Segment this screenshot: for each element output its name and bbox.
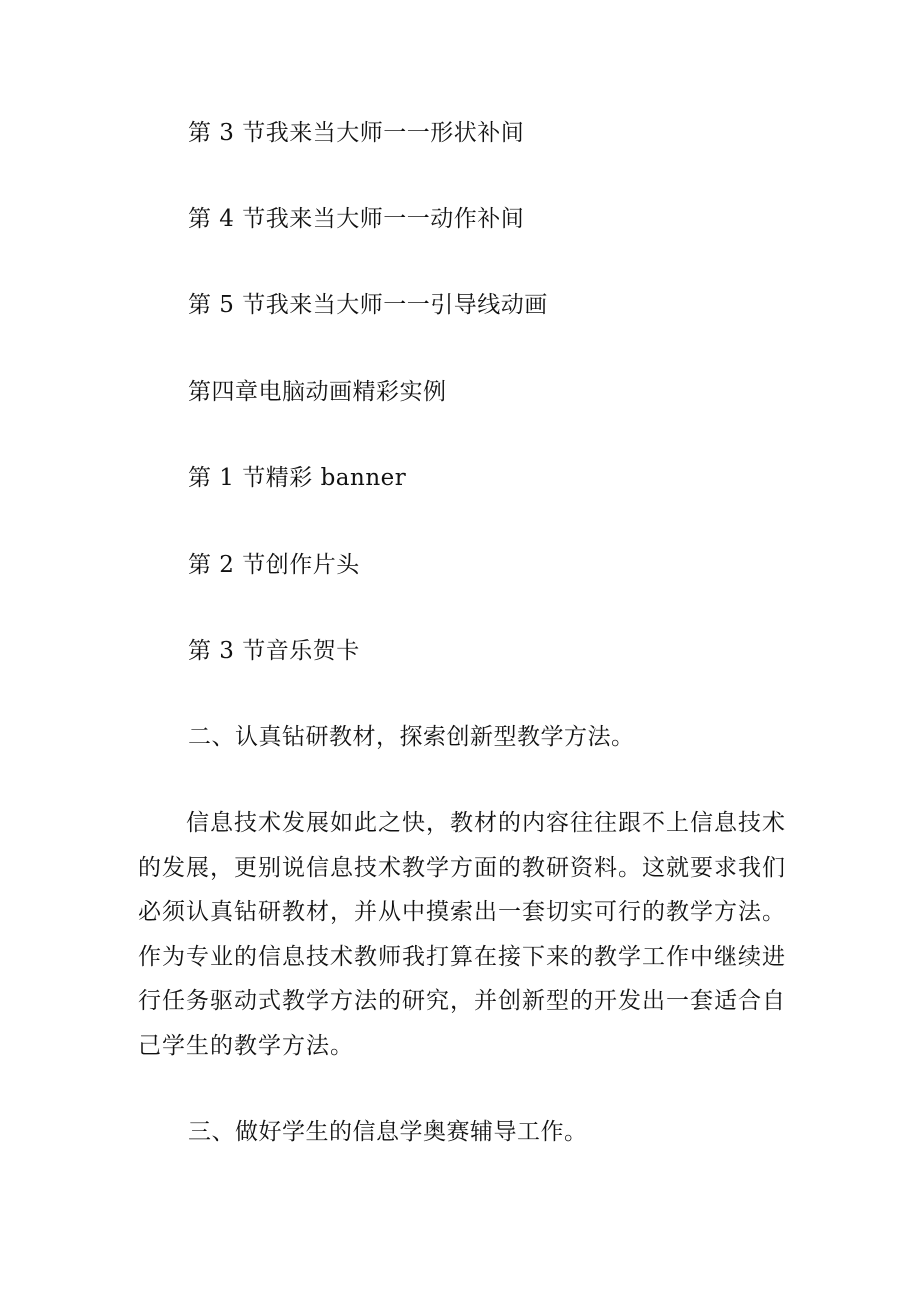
outline-line: 第 3 节我来当大师一一形状补间 — [188, 120, 525, 146]
outline-line: 第 2 节创作片头 — [188, 552, 360, 578]
section-heading: 二、认真钻研教材，探索创新型教学方法。 — [188, 724, 635, 750]
section-heading: 三、做好学生的信息学奥赛辅导工作。 — [188, 1119, 588, 1145]
outline-line: 第 1 节精彩 banner — [188, 465, 407, 491]
outline-line: 第 3 节音乐贺卡 — [188, 638, 360, 664]
body-paragraph: 信息技术发展如此之快，教材的内容往往跟不上信息技术的发展，更别说信息技术教学方面的教研资料。这就要求我们必须认真钻研教材，并从中摸索出一套切实可行的教学方法。作为专业的信息技术教师我打算在接下来的教学工作中继续进行任务驱动式教学方法的研究，并创新型的开发出一套适合自己学生的教学方法。 — [138, 810, 786, 1059]
outline-line: 第 4 节我来当大师一一动作补间 — [188, 206, 525, 232]
chapter-heading: 第四章电脑动画精彩实例 — [188, 379, 447, 405]
outline-line: 第 5 节我来当大师一一引导线动画 — [188, 292, 548, 318]
